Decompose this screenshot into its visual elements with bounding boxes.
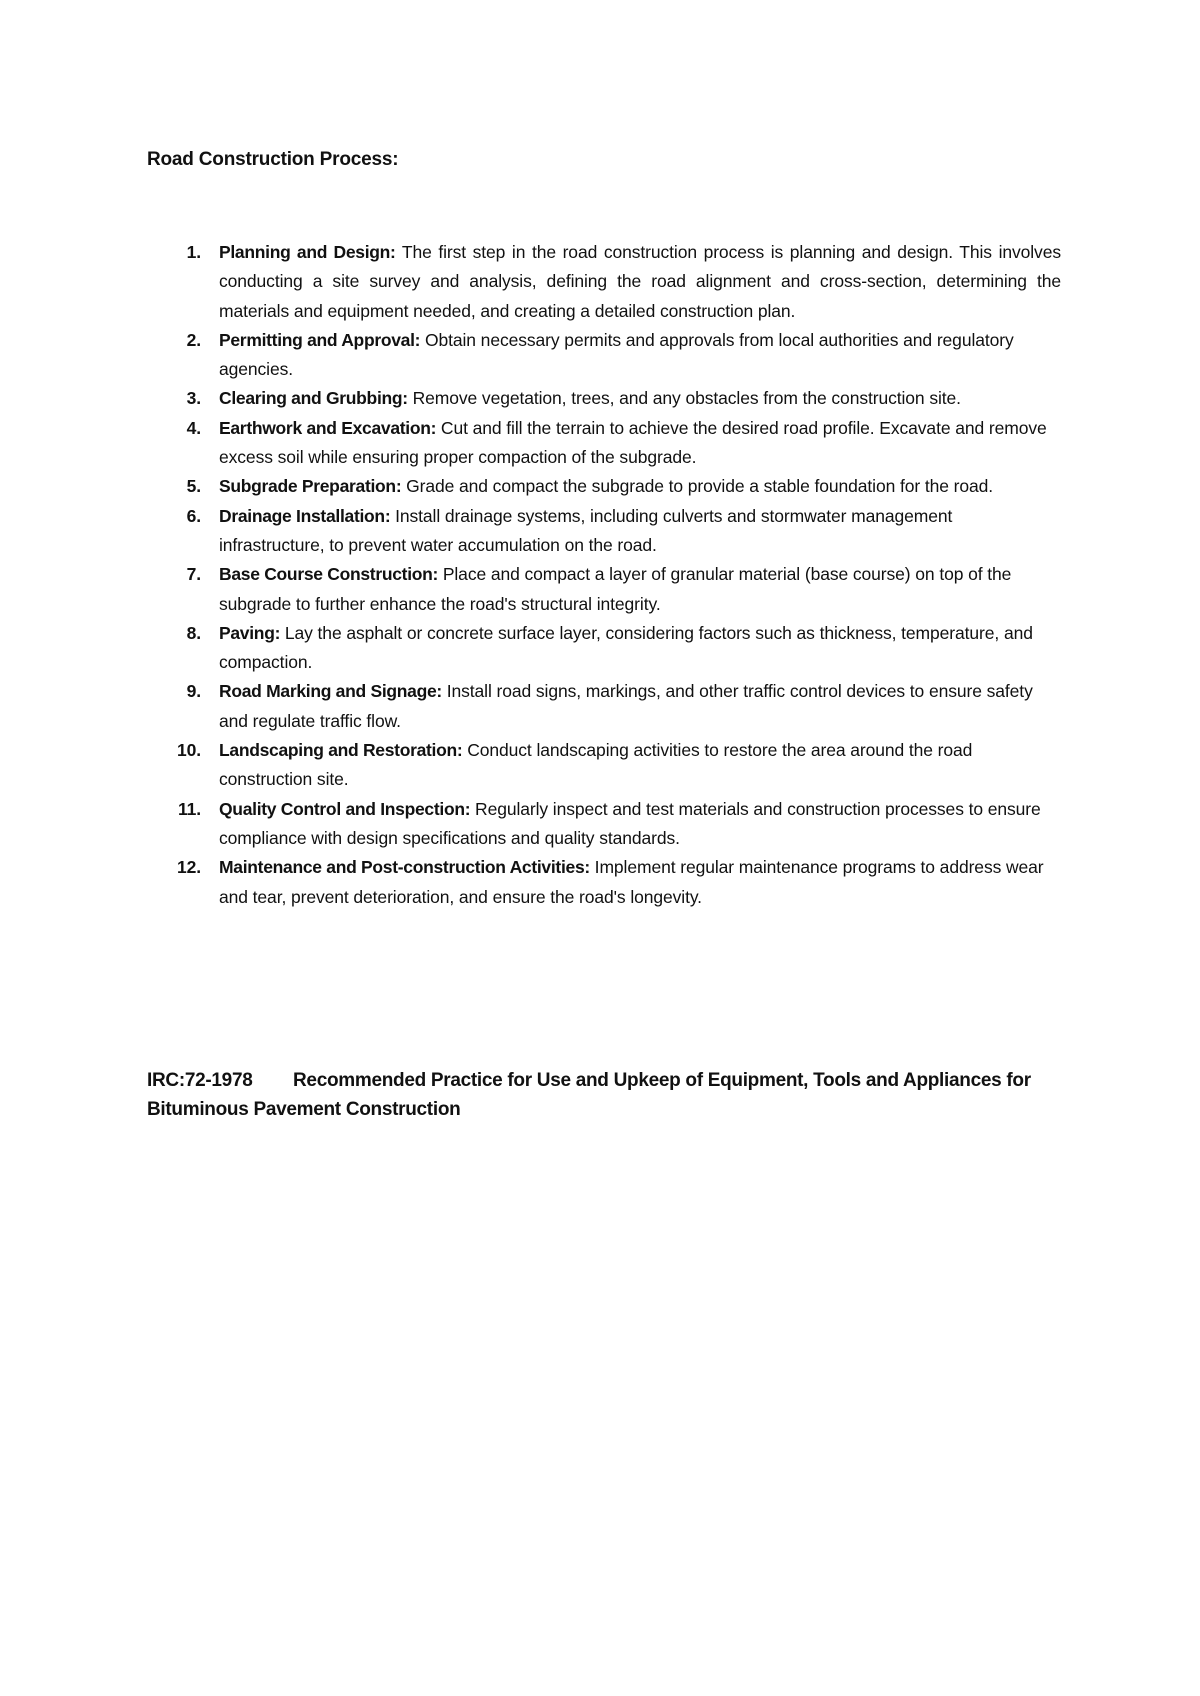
step-text: Place and compact a layer of granular material (base course) on top of the subgrade to further enhance the road's structural integrity. bbox=[219, 564, 1012, 614]
list-item bbox=[147, 677, 1061, 736]
step-number: 12. bbox=[176, 857, 201, 878]
step-number: 4. bbox=[186, 417, 201, 438]
step-number: 3. bbox=[186, 388, 201, 409]
step-title: Paving: bbox=[219, 622, 281, 643]
step-number: 11. bbox=[177, 798, 201, 819]
list-item bbox=[147, 414, 1061, 473]
step-number: 1. bbox=[186, 242, 201, 262]
document-heading: Road Construction Process: bbox=[147, 149, 399, 170]
step-title: Base Course Construction: bbox=[219, 564, 439, 585]
step-title: Road Marking and Signage: bbox=[219, 681, 442, 702]
step-title: Planning and Design: bbox=[219, 242, 396, 262]
step-text: Conduct landscaping activities to restore the area around the road construction site. bbox=[219, 740, 973, 790]
step-title: Subgrade Preparation: bbox=[219, 476, 402, 497]
step-number: 9. bbox=[186, 681, 201, 702]
step-number: 5. bbox=[186, 476, 201, 497]
list-item bbox=[147, 795, 1061, 854]
step-title: Earthwork and Excavation: bbox=[219, 417, 437, 438]
step-text: Implement regular maintenance programs to address wear and tear, prevent deterioration, and ensure the road's longevity. bbox=[219, 857, 1044, 907]
step-title: Quality Control and Inspection: bbox=[219, 798, 471, 819]
step-text: Lay the asphalt or concrete surface layer, considering factors such as thickness, temperature, and compaction. bbox=[219, 622, 1033, 673]
list-item bbox=[147, 736, 1061, 795]
step-text: Grade and compact the subgrade to provide a stable foundation for the road. bbox=[401, 476, 994, 497]
list-item bbox=[147, 619, 1061, 678]
step-title: Landscaping and Restoration: bbox=[219, 740, 463, 761]
list-item bbox=[147, 326, 1061, 385]
step-text: Cut and fill the terrain to achieve the desired road profile. Excavate and remove excess soil while ensuring proper compaction of the subgrade. bbox=[219, 417, 1047, 468]
list-item bbox=[147, 560, 1061, 619]
step-text: The first step in the road construction process is planning and design. This involves conducting a site survey and analysis, defining the road alignment and cross-section, determining the materials and equipment needed, and creating a detailed construction plan. bbox=[219, 242, 1061, 321]
step-text: Obtain necessary permits and approvals from local authorities and regulatory agencies. bbox=[219, 329, 1014, 380]
list-item bbox=[147, 502, 1061, 561]
step-number: 2. bbox=[186, 329, 201, 350]
step-text: Regularly inspect and test materials and construction processes to ensure compliance with design specifications and quality standards. bbox=[219, 798, 1041, 848]
step-text: Remove vegetation, trees, and any obstacles from the construction site. bbox=[407, 388, 961, 409]
list-item bbox=[147, 384, 1061, 413]
step-number: 6. bbox=[186, 505, 201, 526]
step-number: 10. bbox=[176, 740, 201, 761]
standard-reference bbox=[147, 1066, 1061, 1124]
step-text: Install road signs, markings, and other traffic control devices to ensure safety and regulate traffic flow. bbox=[219, 681, 1033, 731]
construction-steps-list bbox=[147, 238, 1061, 912]
list-item bbox=[147, 853, 1061, 912]
list-item bbox=[147, 472, 1061, 501]
step-title: Maintenance and Post-construction Activities: bbox=[219, 857, 590, 878]
step-number: 8. bbox=[186, 622, 201, 643]
step-title: Drainage Installation: bbox=[219, 505, 391, 526]
standard-code: IRC:72-1978 bbox=[147, 1070, 253, 1091]
standard-title: Recommended Practice for Use and Upkeep of Equipment, Tools and Appliances for Bituminous Pavement Construction bbox=[147, 1070, 1031, 1120]
list-item bbox=[147, 238, 1061, 326]
step-text: Install drainage systems, including culverts and stormwater management infrastructure, to prevent water accumulation on the road. bbox=[219, 505, 953, 555]
step-title: Permitting and Approval: bbox=[219, 329, 421, 350]
step-number: 7. bbox=[186, 564, 201, 585]
step-title: Clearing and Grubbing: bbox=[219, 388, 408, 409]
